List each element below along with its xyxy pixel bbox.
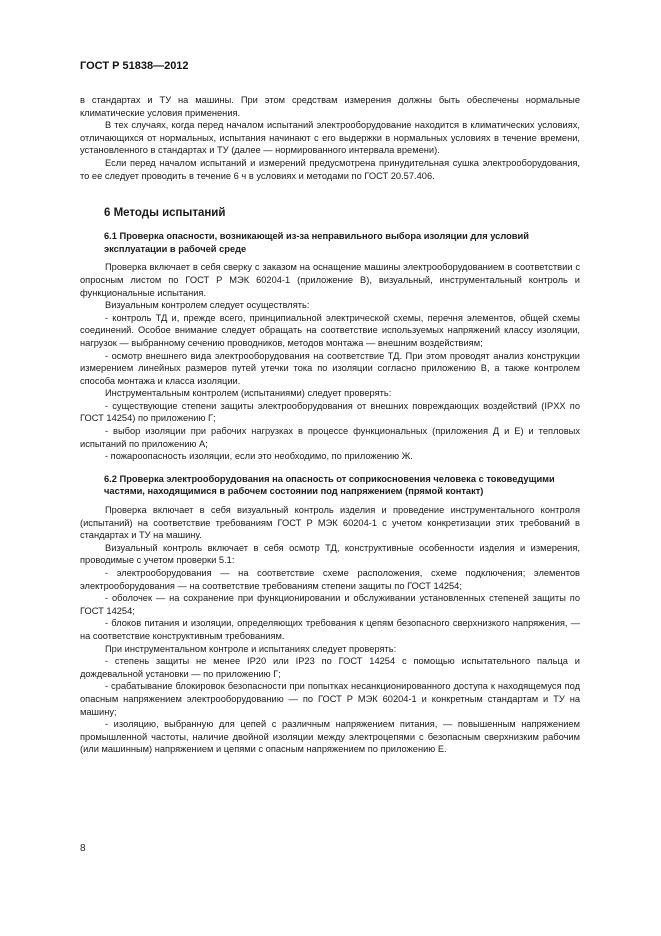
list-item: - изоляцию, выбранную для цепей с различным напряжением питания, — повышенным напряжением промышленной частоты, наличие двойной изоляции между электроцепями с безопасным сверхнизким рабочим (или машинным) напряжением и цепями с опасным напряжением по приложению Е.	[80, 719, 580, 755]
section-heading: 6 Методы испытаний	[104, 207, 226, 220]
list-item: - контроль ТД и, прежде всего, принципиальной электрической схемы, перечня элементов, общей схемы соединений. Особое внимание следует обращать на соответствие используемых напряжений классу изоляции, нагрузок — выбранному сечению проводников, методов монтажа — внешним воздействиям;	[80, 312, 580, 348]
subsection-heading: 6.2 Проверка электрооборудования на опасность от соприкосновения человека с токоведущими частями, находящимися в рабочем состоянии под напряжением (прямой контакт)	[104, 473, 555, 497]
paragraph: Визуальным контролем следует осуществлять:	[105, 300, 310, 311]
paragraph: Инструментальным контролем (испытаниями) следует проверять:	[105, 388, 392, 399]
list-item: - срабатывание блокировок безопасности при попытках несанкционированного доступа к находящемуся под опасным напряжением электрооборудованию — по ГОСТ Р МЭК 60204-1 и конкретным стандартам и ТУ на машину;	[80, 681, 580, 717]
list-item: - блоков питания и изоляции, определяющих требования к цепям безопасного сверхнизкого напряжения, — на соответствие конструктивным требованиям.	[80, 618, 580, 641]
list-item: - электрооборудования — на соответствие схеме расположения, схеме подключения; элементов электрооборудования — на соответствие требованиям степени защиты по ГОСТ 14254;	[80, 568, 580, 591]
paragraph: При инструментальном контроле и испытаниях следует проверять:	[105, 643, 397, 654]
list-item: - пожароопасность изоляции, если это необходимо, по приложению Ж.	[105, 451, 413, 462]
paragraph: Проверка включает в себя визуальный контроль изделия и проведение инструментального контроля (испытаний) на соответствие требованиям ГОСТ Р МЭК 60204-1 с учетом конкретизации этих требований в стандартах и ТУ на машину.	[80, 505, 580, 541]
paragraph: Если перед началом испытаний и измерений предусмотрена принудительная сушка электрооборудования, то ее следует проводить в течение 6 ч в условиях и методами по ГОСТ 20.57.406.	[80, 157, 580, 181]
list-item: - существующие степени защиты электрооборудования от внешних повреждающих воздействий (IPXX по ГОСТ 14254) по приложению Г;	[80, 400, 580, 424]
list-item: - выбор изоляции при рабочих нагрузках в процессе функциональных (приложения Д и Е) и тепловых испытаний по приложению А;	[80, 426, 580, 449]
document-header: ГОСТ Р 51838—2012	[80, 60, 189, 72]
page-number: 8	[80, 843, 86, 854]
list-item: - степень защиты не менее IP20 или IP23 по ГОСТ 14254 с помощью испытательного пальца и дождевальной установки — по приложению Г;	[80, 656, 580, 679]
paragraph: Визуальный контроль включает в себя осмотр ТД, конструктивные особенности изделия и измерения, проводимые с учетом проверки 5.1:	[80, 542, 580, 566]
subsection-heading: 6.1 Проверка опасности, возникающей из-за неправильного выбора изоляции для условий эксплуатации в рабочей среде	[104, 231, 529, 254]
list-item: - оболочек — на сохранение при функционировании и обслуживании установленных степеней защиты по ГОСТ 14254;	[80, 593, 580, 616]
paragraph: В тех случаях, когда перед началом испытаний электрооборудование находится в климатических условиях, отличающихся от нормальных, испытания начинают с его выдержки в нормальных условиях в течение времени, установленного в стандартах и ТУ (далее — нормированного интервала времени).	[80, 120, 580, 156]
document-body	[80, 94, 580, 756]
list-item: - осмотр внешнего вида электрооборудования на соответствие ТД. При этом проводят анализ конструкции измерением линейных размеров путей утечки тока по изоляции согласно приложению В, а также контролем способа монтажа и класса изоляции.	[80, 350, 580, 386]
paragraph: Проверка включает в себя сверку с заказом на оснащение машины электрооборудованием в соответствии с опросным листом по ГОСТ Р МЭК 60204-1 (приложение В), визуальный, инструментальный контроль и функциональные испытания.	[80, 262, 580, 298]
paragraph: в стандартах и ТУ на машины. При этом средствам измерения должны быть обеспечены нормальные климатические условия применения.	[80, 95, 580, 118]
